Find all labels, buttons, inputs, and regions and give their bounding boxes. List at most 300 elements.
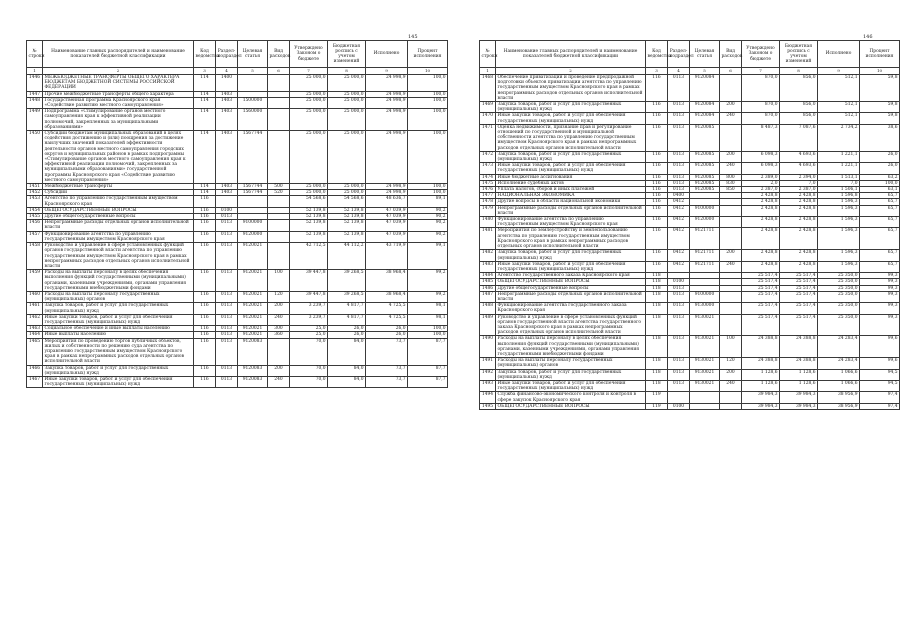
cell-dept-code: 114 bbox=[194, 190, 216, 196]
cell-approved-amount: 6 098,3 bbox=[742, 151, 780, 162]
cell-section-code: 1403 bbox=[216, 91, 238, 97]
cell-item-name: Служба финансово-экономического контроля и контроля в сфере закупок Красноярского края bbox=[496, 392, 646, 403]
cell-section-code: 0113 bbox=[216, 243, 238, 270]
cell-section-code: 0113 bbox=[668, 285, 690, 291]
cell-row-number: 1460 bbox=[27, 291, 43, 302]
cell-item-name: Закупка товаров, работ и услуг для государственных (муниципальных) нужд bbox=[496, 369, 646, 380]
cell-target-article: 1567744 bbox=[238, 131, 268, 184]
budget-table bbox=[479, 40, 900, 410]
cell-execution-percent: 87,7 bbox=[408, 376, 448, 387]
cell-expense-type bbox=[268, 243, 290, 270]
column-number: 5 bbox=[690, 68, 720, 75]
table-row bbox=[27, 243, 448, 270]
cell-execution-percent: 99,3 bbox=[860, 279, 900, 285]
cell-target-article: 9120085 bbox=[690, 124, 720, 151]
cell-row-number: 1494 bbox=[480, 392, 496, 403]
column-number: 4 bbox=[216, 68, 238, 75]
cell-execution-percent: 100,0 bbox=[408, 190, 448, 196]
cell-executed-amount: 48 636,7 bbox=[366, 196, 408, 207]
cell-target-article: 9120021 bbox=[238, 303, 268, 314]
cell-section-code: 0113 bbox=[668, 303, 690, 314]
cell-expense-type bbox=[268, 97, 290, 108]
cell-execution-percent: 65,7 bbox=[860, 217, 900, 228]
cell-budget-list-amount: 1 128,6 bbox=[780, 380, 818, 391]
cell-executed-amount: 1 506,1 bbox=[818, 187, 860, 193]
cell-execution-percent: 94,5 bbox=[860, 380, 900, 391]
cell-item-name: Межбюджетные трансферты bbox=[43, 184, 194, 190]
page-number: 146 bbox=[863, 34, 873, 40]
cell-approved-amount: 25,0 bbox=[290, 332, 328, 338]
cell-approved-amount: 25 000,0 bbox=[290, 131, 328, 184]
cell-execution-percent: 65,7 bbox=[860, 205, 900, 216]
cell-target-article: 1567744 bbox=[238, 190, 268, 196]
cell-target-article bbox=[238, 75, 268, 92]
cell-expense-type: 120 bbox=[720, 358, 742, 369]
cell-budget-list-amount: 4 693,6 bbox=[780, 163, 818, 174]
cell-dept-code: 116 bbox=[646, 151, 668, 162]
cell-execution-percent: 97,4 bbox=[860, 403, 900, 409]
budget-table bbox=[26, 40, 448, 388]
cell-dept-code: 118 bbox=[646, 314, 668, 336]
cell-item-name: Руководство и управление в сфере установленных функций органов государственной власти агентства по управлению государственным имуществом Красноярского края в рамках непрограммных расходов отдельных органов исполнительной власти bbox=[43, 243, 194, 270]
cell-dept-code: 116 bbox=[194, 270, 216, 292]
column-header-item-name: Наименование главных распорядителей и наименование показателей бюджетной классификации bbox=[43, 41, 194, 68]
cell-expense-type bbox=[720, 303, 742, 314]
cell-executed-amount: 512,1 bbox=[818, 75, 860, 102]
cell-section-code: 0113 bbox=[216, 365, 238, 376]
cell-section-code: 0100 bbox=[216, 207, 238, 213]
cell-budget-list-amount: 24 388,8 bbox=[780, 336, 818, 358]
cell-execution-percent: 99,3 bbox=[860, 285, 900, 291]
cell-budget-list-amount: 26,0 bbox=[328, 332, 366, 338]
table-row bbox=[27, 75, 448, 92]
column-number-row bbox=[27, 68, 448, 75]
cell-dept-code: 116 bbox=[646, 113, 668, 124]
cell-item-name: ОБЩЕГОСУДАРСТВЕННЫЕ ВОПРОСЫ bbox=[43, 207, 194, 213]
cell-expense-type bbox=[720, 403, 742, 409]
table-row bbox=[480, 151, 900, 162]
cell-item-name: НАЦИОНАЛЬНАЯ ЭКОНОМИКА bbox=[496, 193, 646, 199]
table-row bbox=[480, 250, 900, 261]
cell-execution-percent: 65,7 bbox=[860, 193, 900, 199]
table-row bbox=[480, 113, 900, 124]
cell-row-number: 1451 bbox=[27, 184, 43, 190]
cell-execution-percent: 26,0 bbox=[860, 163, 900, 174]
cell-target-article: 9120021 bbox=[238, 291, 268, 302]
cell-section-code bbox=[216, 196, 238, 207]
cell-dept-code: 116 bbox=[646, 180, 668, 186]
cell-row-number: 1468 bbox=[480, 75, 496, 102]
cell-approved-amount: 870,0 bbox=[742, 75, 780, 102]
cell-execution-percent: 100,0 bbox=[408, 332, 448, 338]
cell-row-number: 1483 bbox=[480, 261, 496, 272]
cell-execution-percent: 87,7 bbox=[408, 365, 448, 376]
cell-dept-code: 116 bbox=[646, 193, 668, 199]
cell-item-name: МЕЖБЮДЖЕТНЫЕ ТРАНСФЕРТЫ ОБЩЕГО ХАРАКТЕРА БЮДЖЕТАМ БЮДЖЕТНОЙ СИСТЕМЫ РОССИЙСКОЙ ФЕДЕРАЦИИ bbox=[43, 75, 194, 92]
cell-budget-list-amount: 7,0 bbox=[780, 180, 818, 186]
cell-budget-list-amount: 25 517,4 bbox=[780, 291, 818, 302]
cell-executed-amount: 1 596,3 bbox=[818, 205, 860, 216]
column-number: 4 bbox=[668, 68, 690, 75]
cell-item-name: Закупка товаров, работ и услуг для государственных (муниципальных) нужд bbox=[496, 250, 646, 261]
cell-expense-type bbox=[720, 228, 742, 250]
cell-dept-code: 116 bbox=[646, 261, 668, 272]
cell-target-article: 9130021 bbox=[690, 380, 720, 391]
cell-item-name: Социальное обеспечение и иные выплаты населению bbox=[43, 326, 194, 332]
column-header-execution-percent: Процент исполнения bbox=[860, 41, 900, 68]
table-row bbox=[480, 314, 900, 336]
page-right bbox=[453, 0, 905, 640]
cell-budget-list-amount: 54 568,6 bbox=[328, 196, 366, 207]
column-header-row-number: № строки bbox=[480, 41, 496, 68]
cell-section-code: 0113 bbox=[668, 358, 690, 369]
cell-row-number: 1464 bbox=[27, 332, 43, 338]
cell-execution-percent: 97,4 bbox=[860, 392, 900, 403]
cell-execution-percent: 98,1 bbox=[408, 314, 448, 325]
cell-row-number: 1471 bbox=[480, 124, 496, 151]
cell-item-name: Иные закупки товаров, работ и услуг для обеспечения государственных (муниципальных) нужд bbox=[43, 376, 194, 387]
cell-row-number: 1473 bbox=[480, 163, 496, 174]
cell-budget-list-amount: 39 268,5 bbox=[328, 291, 366, 302]
cell-expense-type bbox=[268, 220, 290, 231]
cell-execution-percent: 65,7 bbox=[860, 199, 900, 205]
cell-budget-list-amount: 25 000,0 bbox=[328, 131, 366, 184]
cell-expense-type: 200 bbox=[268, 365, 290, 376]
cell-row-number: 1479 bbox=[480, 205, 496, 216]
cell-execution-percent: 63,1 bbox=[860, 187, 900, 193]
cell-target-article: 1560000 bbox=[238, 109, 268, 131]
cell-executed-amount: 1 221,1 bbox=[818, 151, 860, 162]
cell-budget-list-amount: 25 000,0 bbox=[328, 184, 366, 190]
cell-budget-list-amount: 39 268,5 bbox=[328, 270, 366, 292]
cell-execution-percent: 100,0 bbox=[408, 109, 448, 131]
cell-row-number: 1488 bbox=[480, 303, 496, 314]
cell-row-number: 1467 bbox=[27, 376, 43, 387]
cell-row-number: 1455 bbox=[27, 214, 43, 220]
cell-dept-code: 118 bbox=[646, 358, 668, 369]
cell-item-name: Функционирование агентства по управлению государственным имуществом Красноярского края bbox=[496, 217, 646, 228]
cell-section-code: 0113 bbox=[668, 180, 690, 186]
column-number: 1 bbox=[27, 68, 43, 75]
cell-row-number: 1478 bbox=[480, 199, 496, 205]
cell-approved-amount: 52 139,8 bbox=[290, 214, 328, 220]
cell-executed-amount: 38 968,4 bbox=[366, 270, 408, 292]
cell-budget-list-amount: 25 000,0 bbox=[328, 75, 366, 92]
cell-execution-percent: 100,0 bbox=[408, 131, 448, 184]
cell-dept-code: 116 bbox=[194, 365, 216, 376]
column-header-executed-amount: Исполнено bbox=[366, 41, 408, 68]
cell-section-code: 0113 bbox=[668, 174, 690, 180]
cell-approved-amount: 2 428,8 bbox=[742, 193, 780, 199]
cell-target-article: 9120000 bbox=[238, 231, 268, 242]
cell-execution-percent: 99,6 bbox=[860, 336, 900, 358]
cell-section-code: 0100 bbox=[668, 279, 690, 285]
cell-section-code: 0113 bbox=[216, 326, 238, 332]
cell-approved-amount: 2 428,8 bbox=[742, 199, 780, 205]
cell-approved-amount: 2 428,8 bbox=[742, 250, 780, 261]
cell-section-code: 0113 bbox=[216, 220, 238, 231]
column-header-item-name: Наименование главных распорядителей и наименование показателей бюджетной классификации bbox=[496, 41, 646, 68]
cell-approved-amount: 52 139,8 bbox=[290, 220, 328, 231]
cell-dept-code: 116 bbox=[194, 332, 216, 338]
column-number: 3 bbox=[646, 68, 668, 75]
cell-execution-percent: 100,0 bbox=[408, 326, 448, 332]
cell-execution-percent: 99,2 bbox=[408, 291, 448, 302]
cell-dept-code: 118 bbox=[646, 380, 668, 391]
table-row bbox=[27, 131, 448, 184]
cell-execution-percent: 99,6 bbox=[860, 358, 900, 369]
cell-row-number: 1454 bbox=[27, 207, 43, 213]
page-left bbox=[0, 0, 452, 640]
cell-target-article: 9121711 bbox=[690, 250, 720, 261]
table-row bbox=[27, 376, 448, 387]
cell-row-number: 1472 bbox=[480, 151, 496, 162]
cell-dept-code: 118 bbox=[646, 336, 668, 358]
cell-budget-list-amount: 84,0 bbox=[328, 365, 366, 376]
cell-expense-type bbox=[268, 196, 290, 207]
table-header-row bbox=[27, 41, 448, 68]
table-row bbox=[480, 403, 900, 409]
cell-execution-percent: 65,7 bbox=[860, 228, 900, 250]
column-header-execution-percent: Процент исполнения bbox=[408, 41, 448, 68]
cell-target-article: 9100000 bbox=[690, 291, 720, 302]
cell-target-article: 1500000 bbox=[238, 97, 268, 108]
column-header-target-article: Целевая статья bbox=[238, 41, 268, 68]
cell-approved-amount: 25 000,0 bbox=[290, 91, 328, 97]
cell-expense-type: 520 bbox=[268, 190, 290, 196]
cell-row-number: 1459 bbox=[27, 270, 43, 292]
column-number: 3 bbox=[194, 68, 216, 75]
cell-dept-code: 116 bbox=[194, 214, 216, 220]
cell-target-article: 9120085 bbox=[690, 174, 720, 180]
cell-expense-type bbox=[720, 314, 742, 336]
column-header-approved-amount: Утверждено Законом о бюджете bbox=[742, 41, 780, 68]
cell-section-code: 0113 bbox=[668, 336, 690, 358]
cell-budget-list-amount: 25 000,0 bbox=[328, 190, 366, 196]
cell-target-article: 9120085 bbox=[690, 151, 720, 162]
cell-executed-amount: 4 725,5 bbox=[366, 314, 408, 325]
cell-row-number: 1491 bbox=[480, 358, 496, 369]
cell-executed-amount: 1 596,3 bbox=[818, 261, 860, 272]
cell-section-code: 1403 bbox=[216, 109, 238, 131]
cell-section-code: 0113 bbox=[668, 380, 690, 391]
cell-approved-amount: 2 428,8 bbox=[742, 217, 780, 228]
cell-approved-amount: 24 388,8 bbox=[742, 336, 780, 358]
cell-dept-code: 116 bbox=[194, 338, 216, 365]
cell-budget-list-amount: 2 428,8 bbox=[780, 193, 818, 199]
cell-item-name: Непрограммные расходы отдельных органов исполнительной власти bbox=[43, 220, 194, 231]
cell-target-article: 9121711 bbox=[690, 261, 720, 272]
cell-expense-type: 300 bbox=[268, 326, 290, 332]
column-header-expense-type: Вид расходов bbox=[720, 41, 742, 68]
cell-budget-list-amount: 52 139,8 bbox=[328, 220, 366, 231]
cell-approved-amount: 25 000,0 bbox=[290, 75, 328, 92]
cell-expense-type bbox=[268, 109, 290, 131]
table-row bbox=[27, 109, 448, 131]
cell-approved-amount: 39 447,8 bbox=[290, 270, 328, 292]
cell-row-number: 1469 bbox=[480, 102, 496, 113]
cell-budget-list-amount: 25 517,4 bbox=[780, 273, 818, 279]
cell-target-article: 9120084 bbox=[690, 75, 720, 102]
cell-execution-percent: 59,8 bbox=[860, 75, 900, 102]
cell-executed-amount: 73,7 bbox=[366, 338, 408, 365]
cell-dept-code: 118 bbox=[646, 279, 668, 285]
cell-budget-list-amount: 1 128,6 bbox=[780, 369, 818, 380]
cell-dept-code: 114 bbox=[194, 91, 216, 97]
table-row bbox=[480, 369, 900, 380]
cell-executed-amount: 24 998,9 bbox=[366, 109, 408, 131]
cell-executed-amount: 24 283,4 bbox=[818, 336, 860, 358]
cell-execution-percent: 59,8 bbox=[860, 113, 900, 124]
cell-dept-code: 118 bbox=[646, 291, 668, 302]
cell-dept-code: 116 bbox=[646, 75, 668, 102]
cell-approved-amount: 70,0 bbox=[290, 365, 328, 376]
cell-target-article: 9130000 bbox=[690, 303, 720, 314]
table-row bbox=[480, 228, 900, 250]
cell-row-number: 1474 bbox=[480, 174, 496, 180]
cell-target-article: 1567744 bbox=[238, 184, 268, 190]
cell-expense-type: 500 bbox=[268, 184, 290, 190]
cell-budget-list-amount: 84,0 bbox=[328, 338, 366, 365]
cell-expense-type: 240 bbox=[720, 163, 742, 174]
cell-section-code: 1400 bbox=[216, 75, 238, 92]
cell-approved-amount: 24 388,8 bbox=[742, 358, 780, 369]
table-row bbox=[27, 196, 448, 207]
cell-target-article: 9120021 bbox=[238, 326, 268, 332]
cell-dept-code: 116 bbox=[194, 314, 216, 325]
cell-budget-list-amount: 2 428,8 bbox=[780, 261, 818, 272]
cell-item-name: Мероприятия по проведению торгов публичных объектов, жилых и собственности по решению суда агентства по управлению государственным имуществом Красноярского края в рамках непрограммных расходов отдельных органов исполнительной власти bbox=[43, 338, 194, 365]
cell-expense-type: 240 bbox=[720, 113, 742, 124]
cell-item-name: Оценка недвижимости, признание прав и регулирование отношений по государственной и муниципальной собственности агентства по управлению государственным имуществом Красноярского края в рамках непрограммных расходов отдельных органов исполнительной власти bbox=[496, 124, 646, 151]
cell-target-article: 9120085 bbox=[690, 187, 720, 193]
cell-item-name: Закупка товаров, работ и услуг для государственных (муниципальных) нужд bbox=[496, 102, 646, 113]
cell-item-name: Другие вопросы в области национальной экономики bbox=[496, 199, 646, 205]
cell-approved-amount: 25 000,0 bbox=[290, 184, 328, 190]
table-row bbox=[480, 102, 900, 113]
cell-budget-list-amount: 84,0 bbox=[328, 376, 366, 387]
cell-target-article: 9130021 bbox=[690, 369, 720, 380]
cell-expense-type: 200 bbox=[720, 151, 742, 162]
column-header-approved-amount: Утверждено Законом о бюджете bbox=[290, 41, 328, 68]
cell-budget-list-amount: 52 139,8 bbox=[328, 231, 366, 242]
cell-target-article: 9120021 bbox=[238, 314, 268, 325]
cell-section-code: 0113 bbox=[216, 291, 238, 302]
cell-approved-amount: 870,0 bbox=[742, 113, 780, 124]
cell-execution-percent: 65,7 bbox=[860, 250, 900, 261]
cell-row-number: 1485 bbox=[480, 279, 496, 285]
cell-target-article: 9100000 bbox=[238, 220, 268, 231]
cell-executed-amount: 24 998,9 bbox=[366, 131, 408, 184]
table-row bbox=[27, 365, 448, 376]
table-row bbox=[27, 291, 448, 302]
cell-section-code: 1403 bbox=[216, 131, 238, 184]
column-number: 2 bbox=[43, 68, 194, 75]
cell-budget-list-amount: 856,0 bbox=[780, 75, 818, 102]
cell-executed-amount: 25 350,0 bbox=[818, 303, 860, 314]
table-row bbox=[480, 163, 900, 174]
cell-execution-percent: 99,2 bbox=[408, 270, 448, 292]
column-header-budget-list-amount: Бюджетная роспись с учетом изменений bbox=[328, 41, 366, 68]
cell-item-name: Уплата налогов, сборов и иных платежей bbox=[496, 187, 646, 193]
column-number: 8 bbox=[780, 68, 818, 75]
cell-row-number: 1446 bbox=[27, 75, 43, 92]
column-number: 9 bbox=[818, 68, 860, 75]
cell-section-code: 0113 bbox=[216, 332, 238, 338]
table-row bbox=[480, 124, 900, 151]
cell-row-number: 1448 bbox=[27, 97, 43, 108]
cell-row-number: 1475 bbox=[480, 180, 496, 186]
cell-row-number: 1487 bbox=[480, 291, 496, 302]
cell-row-number: 1490 bbox=[480, 336, 496, 358]
cell-approved-amount: 1 128,6 bbox=[742, 380, 780, 391]
cell-target-article: 9130021 bbox=[690, 336, 720, 358]
cell-section-code: 0113 bbox=[668, 369, 690, 380]
column-number: 10 bbox=[860, 68, 900, 75]
cell-dept-code: 114 bbox=[194, 75, 216, 92]
cell-approved-amount: 8 487,3 bbox=[742, 124, 780, 151]
cell-dept-code: 116 bbox=[194, 243, 216, 270]
cell-row-number: 1489 bbox=[480, 314, 496, 336]
cell-executed-amount: 24 998,9 bbox=[366, 75, 408, 92]
cell-row-number: 1470 bbox=[480, 113, 496, 124]
cell-budget-list-amount: 4 817,7 bbox=[328, 303, 366, 314]
cell-expense-type bbox=[268, 75, 290, 92]
cell-approved-amount: 39 984,3 bbox=[742, 392, 780, 403]
cell-row-number: 1481 bbox=[480, 228, 496, 250]
cell-item-name: Иные закупки товаров, работ и услуг для обеспечения государственных (муниципальных) нужд bbox=[496, 261, 646, 272]
cell-row-number: 1452 bbox=[27, 190, 43, 196]
cell-execution-percent: 59,8 bbox=[860, 102, 900, 113]
cell-execution-percent: 87,7 bbox=[408, 338, 448, 365]
cell-executed-amount: 47 039,9 bbox=[366, 220, 408, 231]
table-row bbox=[480, 336, 900, 358]
table-row bbox=[27, 338, 448, 365]
cell-section-code: 0113 bbox=[668, 102, 690, 113]
cell-expense-type: 830 bbox=[720, 180, 742, 186]
cell-row-number: 1482 bbox=[480, 250, 496, 261]
column-number-row bbox=[480, 68, 900, 75]
cell-section-code: 0100 bbox=[668, 403, 690, 409]
cell-execution-percent: 38,6 bbox=[860, 124, 900, 151]
cell-approved-amount: 3 239,7 bbox=[290, 303, 328, 314]
cell-target-article bbox=[238, 196, 268, 207]
table-row bbox=[27, 314, 448, 325]
cell-expense-type bbox=[720, 291, 742, 302]
cell-executed-amount: 1 513,1 bbox=[818, 174, 860, 180]
column-number: 8 bbox=[328, 68, 366, 75]
cell-approved-amount: 25 517,4 bbox=[742, 314, 780, 336]
cell-section-code: 0113 bbox=[668, 75, 690, 102]
cell-expense-type bbox=[720, 217, 742, 228]
cell-approved-amount: 54 568,6 bbox=[290, 196, 328, 207]
cell-executed-amount: 47 039,9 bbox=[366, 231, 408, 242]
cell-target-article: 9120083 bbox=[238, 338, 268, 365]
cell-section-code: 1403 bbox=[216, 190, 238, 196]
cell-item-name: Иные закупки товаров, работ и услуг для обеспечения государственных (муниципальных) нужд bbox=[496, 113, 646, 124]
cell-executed-amount: 73,7 bbox=[366, 365, 408, 376]
cell-budget-list-amount: 44 112,2 bbox=[328, 243, 366, 270]
cell-expense-type bbox=[268, 338, 290, 365]
cell-expense-type: 360 bbox=[268, 332, 290, 338]
cell-dept-code: 114 bbox=[194, 109, 216, 131]
cell-executed-amount: 25 350,0 bbox=[818, 273, 860, 279]
cell-executed-amount: 1 596,3 bbox=[818, 199, 860, 205]
cell-item-name: Закупка товаров, работ и услуг для государственных (муниципальных) нужд bbox=[496, 151, 646, 162]
cell-expense-type bbox=[720, 75, 742, 102]
cell-execution-percent: 89,1 bbox=[408, 196, 448, 207]
cell-section-code: 0113 bbox=[216, 270, 238, 292]
